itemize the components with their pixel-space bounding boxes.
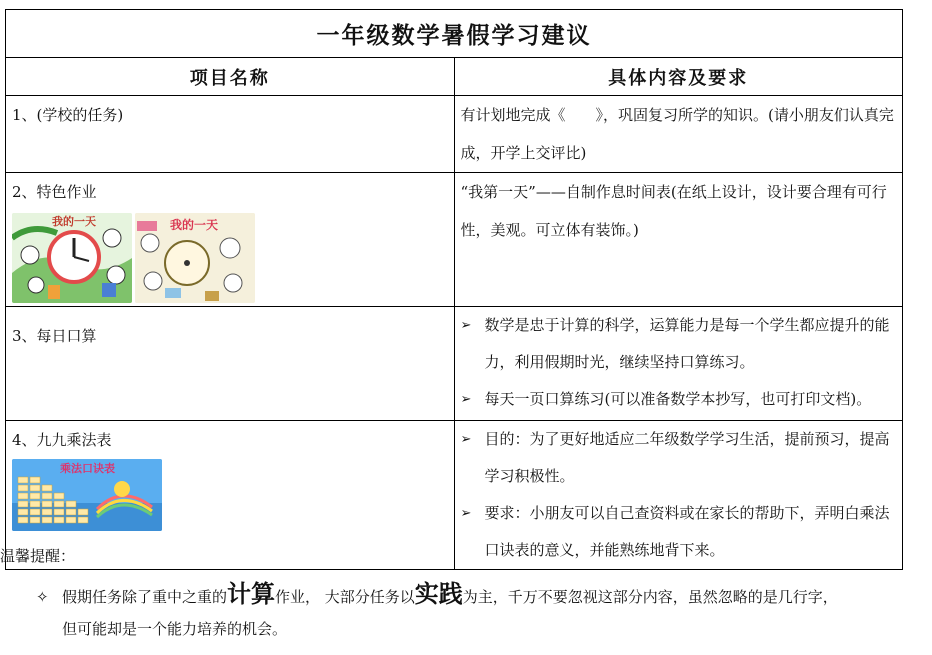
list-item: ➢ 数学是忠于计算的科学，运算能力是每一个学生都应提升的能力，利用假期时光，继续坚持口算练习。 [455,307,903,381]
row-content: “我第一天”——自制作息时间表(在纸上设计，设计要合理有可行性，美观。可立体有装饰。) [460,183,887,239]
arrow-bullet-icon: ➢ [460,318,472,333]
poster1-title: 我的一天 [52,215,96,228]
row-name: 2、特色作业 [12,183,97,201]
list-item: ➢ 每天一页口算练习(可以准备数学本抄写，也可打印文档)。 [455,381,903,418]
schedule-poster-image-1 [12,213,132,303]
tips-label: 温馨提醒： [0,547,76,565]
header-name: 项目名称 [6,58,455,96]
multiplication-table-image [12,459,162,531]
table-row [6,96,903,173]
poster2-title: 我的一天 [170,218,219,232]
arrow-bullet-icon: ➢ [460,392,472,407]
page-title: 一年级数学暑假学习建议 [6,10,903,58]
schedule-poster-image-2 [135,213,255,303]
row-content: 有计划地完成《 》，巩固复习所学的知识。(请小朋友们认真完成，开学上交评比) [460,106,894,162]
emphasis-calculation: 计算 [227,579,276,608]
tip-paragraph: ✧ 假期任务除了重中之重的计算作业， 大部分任务以实践为主，千万不要忽视这部分内容，虽然忽略的是几行字， 但可能却是一个能力培养的机会。 [36,578,932,645]
header-content: 具体内容及要求 [454,58,903,96]
row-name: 4、九九乘法表 [12,431,112,449]
list-item: ➢ 目的：为了更好地适应二年级数学学习生活，提前预习，提高学习积极性。 [455,421,903,495]
list-item: ➢ 要求：小朋友可以自己查资料或在家长的帮助下，弄明白乘法口诀表的意义，并能熟练地背下来。 [455,495,903,569]
row-name: 3、每日口算 [12,327,97,345]
tip-line-2: 但可能却是一个能力培养的机会。 [62,620,288,638]
arrow-bullet-icon: ➢ [460,432,472,447]
emphasis-practice: 实践 [414,579,463,608]
table-row [6,307,903,421]
arrow-bullet-icon: ➢ [460,506,472,521]
row-name: 1、(学校的任务) [12,106,124,124]
table-image-title: 乘法口诀表 [60,462,115,475]
diamond-bullet-icon: ✧ [36,588,49,606]
